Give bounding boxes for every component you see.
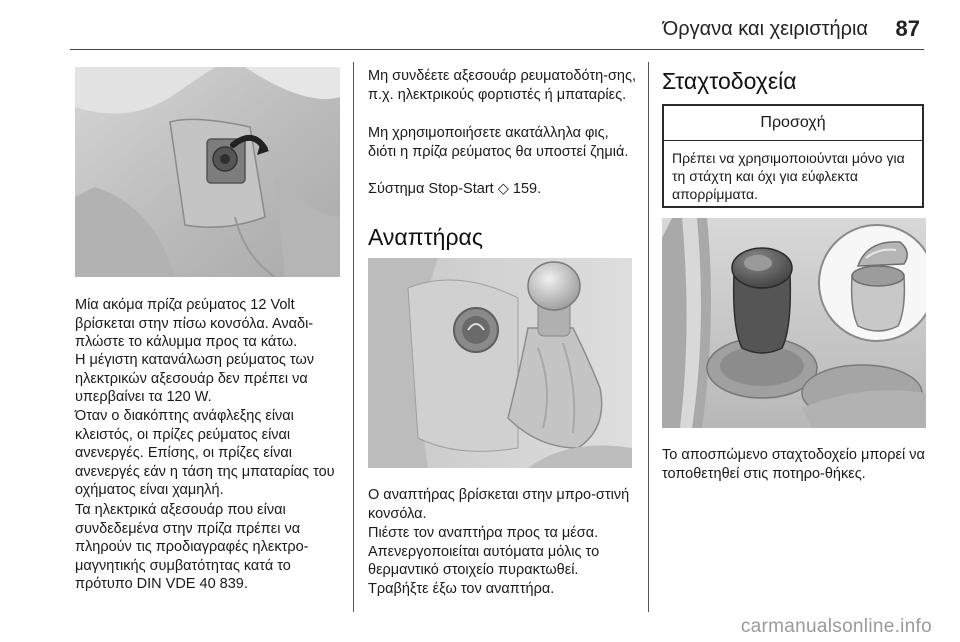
paragraph-emc-standard: Τα ηλεκτρικά αξεσουάρ που είναι συνδεδεμένα στην πρίζα πρέπει να πληρούν τις προδιαγραφές ηλεκτρο-μαγνητικής συμβατότητας κατά το πρότυπο DIN VDE 40 839. [75,502,309,592]
paragraph-unsuitable-plugs: Μη χρησιμοποιήσετε ακατάλληλα φις, διότι η πρίζα ρεύματος θα υποστεί ζημιά. [368,125,629,160]
paragraph-lighter-location: Ο αναπτήρας βρίσκεται στην μπρο-στινή κονσόλα. [368,487,630,522]
paragraph-rear-socket: Μία ακόμα πρίζα ρεύματος 12 Volt βρίσκεται στην πίσω κονσόλα. Αναδι-πλώστε το κάλυμμα προς τα κάτω. [75,297,314,350]
column-divider-1 [353,62,354,612]
paragraph-lighter-usage: Πιέστε τον αναπτήρα προς τα μέσα. Απενεργοποιείται αυτόματα μόλις το θερμαντικό στοιχείο πυρακτωθεί. Τραβήξτε έξω τον αναπτήρα. [368,525,600,597]
heading-cigarette-lighter: Αναπτήρας [368,224,483,250]
page-header-title: Όργανα και χειριστήρια [662,18,868,40]
paragraph-stop-start-reference: Σύστημα Stop-Start ◇ 159. [368,181,542,197]
heading-ashtrays: Σταχτοδοχεία [662,68,797,94]
watermark: carmanualsonline.info [740,616,932,637]
rear-power-socket-image [75,67,340,277]
paragraph-no-charging-accessories: Μη συνδέετε αξεσουάρ ρευματοδότη-σης, π.χ. ηλεκτρικούς φορτιστές ή μπαταρίες. [368,68,637,103]
paragraph-ignition-off: Όταν ο διακόπτης ανάφλεξης είναι κλειστός, οι πρίζες ρεύματος είναι ανενεργές. Επίσης, οι πρίζες είναι ανενεργές εάν η τάση της μπαταρίας του οχήματος είναι χαμηλή. [75,408,335,498]
caution-box [662,104,924,208]
caution-text: Πρέπει να χρησιμοποιούνται μόνο για τη στάχτη και όχι για εύφλεκτα απορρίμματα. [672,150,905,202]
column-divider-2 [648,62,649,612]
paragraph-max-power: Η μέγιστη κατανάλωση ρεύματος των ηλεκτρικών αξεσουάρ δεν πρέπει να υπερβαίνει τα 120 W. [75,352,315,405]
ashtray-image [662,218,926,428]
paragraph-removable-ashtray: Το αποσπώμενο σταχτοδοχείο μπορεί να τοποθετηθεί στις ποτηρο-θήκες. [662,447,925,482]
header-divider [70,49,924,50]
cigarette-lighter-image [368,258,632,468]
page-number: 87 [895,16,920,41]
caution-title: Προσοχή [664,106,922,141]
